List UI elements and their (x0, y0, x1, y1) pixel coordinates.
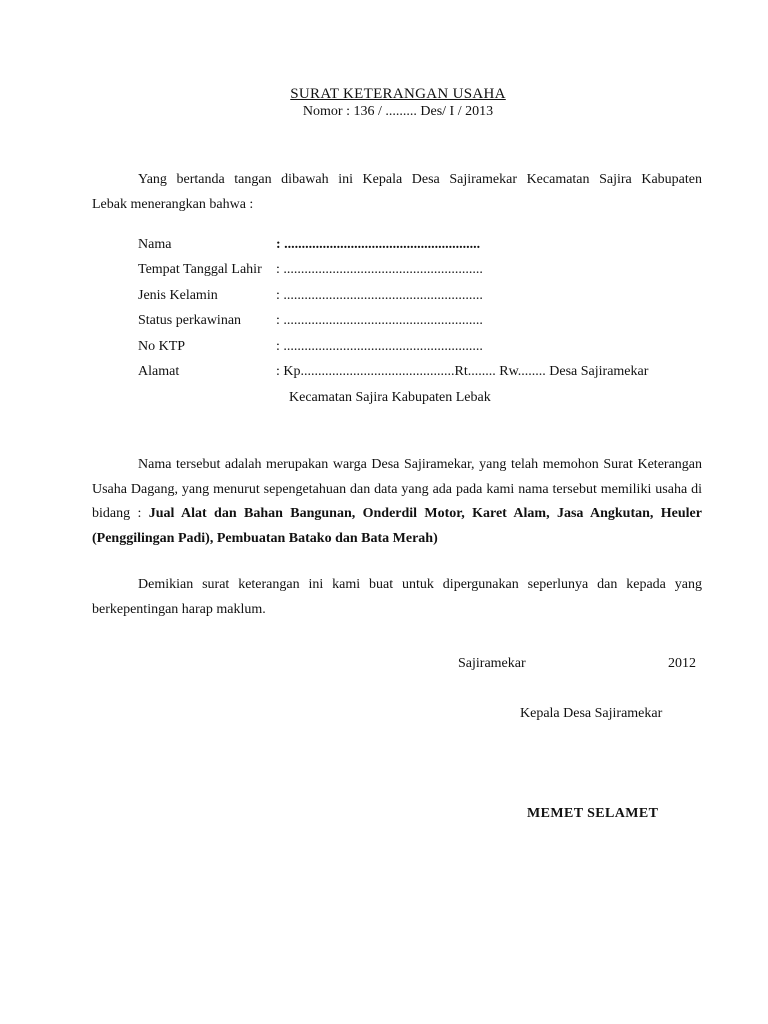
signature-position: Kepala Desa Sajiramekar (520, 706, 663, 721)
field-value-jenis-kelamin: : ......................................................... (276, 288, 483, 303)
letter-title: SURAT KETERANGAN USAHA (290, 86, 506, 102)
signature-year: 2012 (668, 656, 696, 671)
signature-place: Sajiramekar (458, 656, 526, 671)
field-label-no-ktp: No KTP (138, 339, 186, 354)
closing-text: Demikian surat keterangan ini kami buat untuk dipergunakan seperlunya dan kepada yang berkepentingan harap maklum. (92, 577, 702, 617)
field-label-alamat: Alamat (138, 364, 180, 379)
field-label-status: Status perkawinan (138, 313, 242, 328)
field-value-alamat: : Kp............................................Rt........ Rw........ Desa Sajiramekar (276, 364, 649, 379)
signatory-name: MEMET SELAMET (527, 806, 659, 821)
business-fields: Jual Alat dan Bahan Bangunan, Onderdil Motor, Karet Alam, Jasa Angkutan, Heuler (Penggilingan Padi), Pembuatan Batako dan Bata Merah) (92, 506, 702, 546)
intro-paragraph (92, 168, 702, 217)
field-value-ttl: : ......................................................... (276, 262, 483, 277)
body-paragraph-1-text (92, 453, 702, 551)
field-label-jenis-kelamin: Jenis Kelamin (138, 288, 218, 303)
field-value-nama: : ........................................................ (276, 237, 481, 252)
field-label-nama: Nama (138, 237, 172, 252)
body-paragraph-2 (92, 573, 702, 622)
body-paragraph-1 (92, 453, 702, 551)
field-value-no-ktp: : ......................................................... (276, 339, 483, 354)
intro-line-1: Yang bertanda tangan dibawah ini Kepala Desa Sajiramekar Kecamatan Sajira Kabupaten (138, 172, 702, 187)
body-p1-text: Nama tersebut adalah merupakan warga Desa Sajiramekar, yang telah memohon Surat Keterangan Usaha Dagang, yang menurut sepengetahuan dan data yang ada pada kami nama tersebut memiliki usaha di bidang : (92, 457, 702, 521)
field-label-ttl: Tempat Tanggal Lahir (138, 262, 262, 277)
intro-line-2: Lebak menerangkan bahwa : (92, 196, 254, 212)
letter-number: Nomor : 136 / ......... Des/ I / 2013 (302, 104, 494, 119)
field-value-status: : ......................................................... (276, 313, 483, 328)
alamat-line-2: Kecamatan Sajira Kabupaten Lebak (289, 390, 491, 405)
